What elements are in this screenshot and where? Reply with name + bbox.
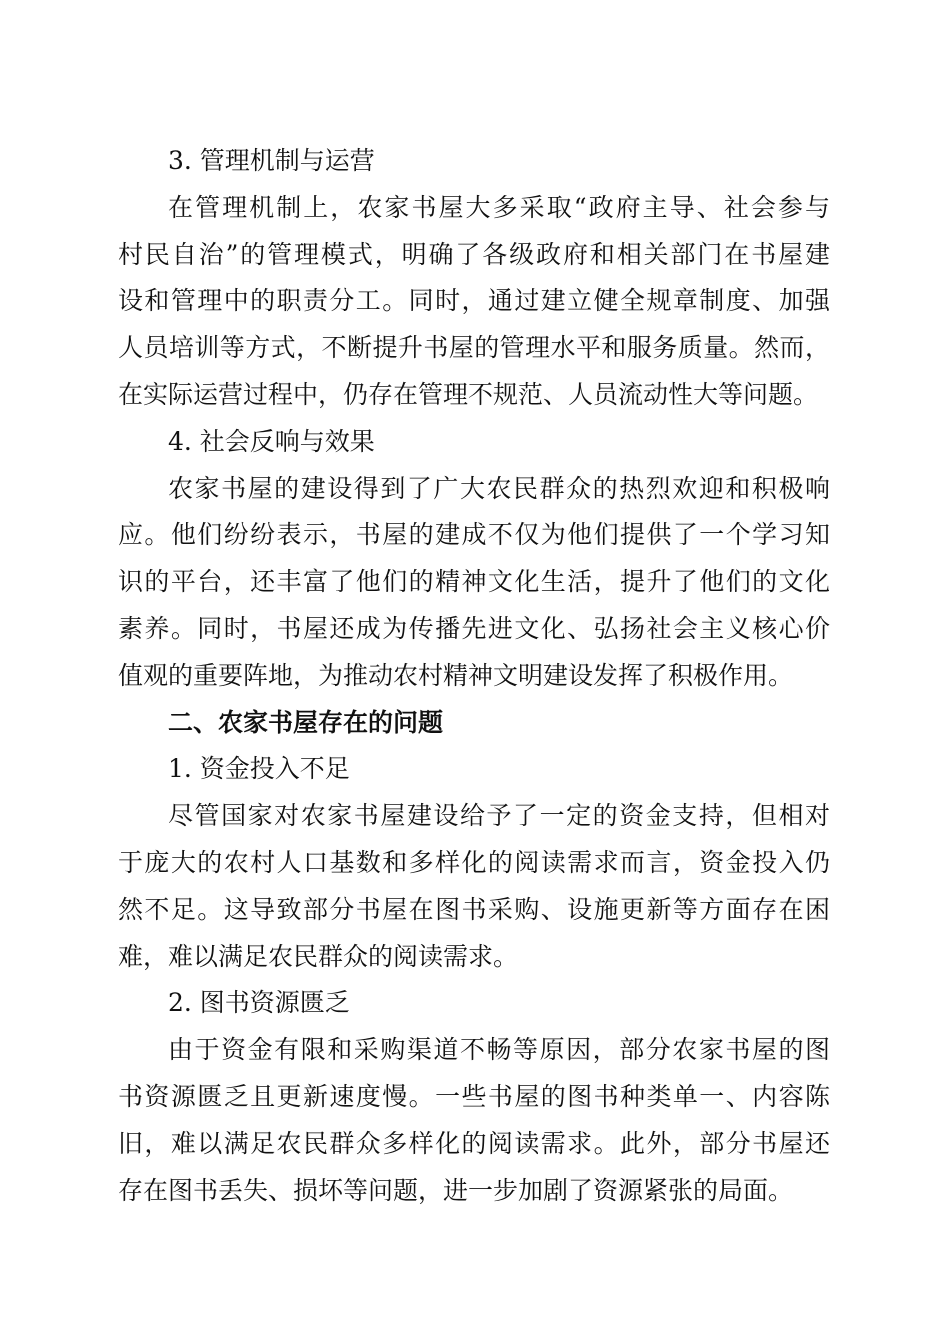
paragraph-line: 应。他们纷纷表示，书屋的建成不仅为他们提供了一个学习知 — [118, 520, 830, 550]
paragraph-line: 在管理机制上，农家书屋大多采取“政府主导、社会参与 — [168, 192, 830, 222]
paragraph-line: 村民自治”的管理模式，明确了各级政府和相关部门在书屋建 — [118, 239, 830, 269]
paragraph-line: 书资源匮乏且更新速度慢。一些书屋的图书种类单一、内容陈 — [118, 1081, 830, 1111]
paragraph-line: 于庞大的农村人口基数和多样化的阅读需求而言，资金投入仍 — [118, 847, 830, 877]
subsection-heading-funding: 1. 资金投入不足 — [168, 754, 350, 784]
section-heading-management: 3. 管理机制与运营 — [168, 146, 375, 175]
section-heading-social-response: 4. 社会反响与效果 — [168, 426, 375, 456]
major-heading-problems: 二、农家书屋存在的问题 — [168, 707, 444, 737]
paragraph-line: 设和管理中的职责分工。同时，通过建立健全规章制度、加强 — [118, 286, 830, 316]
paragraph-line: 尽管国家对农家书屋建设给予了一定的资金支持，但相对 — [168, 801, 830, 831]
subsection-heading-book-resources: 2. 图书资源匮乏 — [168, 988, 350, 1018]
paragraph-line: 在实际运营过程中，仍存在管理不规范、人员流动性大等问题。 — [118, 379, 819, 409]
paragraph-line: 旧，难以满足农民群众多样化的阅读需求。此外，部分书屋还 — [118, 1128, 830, 1158]
paragraph-line: 由于资金有限和采购渠道不畅等原因，部分农家书屋的图 — [168, 1035, 830, 1065]
paragraph-line: 然不足。这导致部分书屋在图书采购、设施更新等方面存在困 — [118, 894, 830, 924]
paragraph-line: 存在图书丢失、损坏等问题，进一步加剧了资源紧张的局面。 — [118, 1175, 794, 1205]
paragraph-line: 值观的重要阵地，为推动农村精神文明建设发挥了积极作用。 — [118, 660, 794, 690]
paragraph-line: 农家书屋的建设得到了广大农民群众的热烈欢迎和积极响 — [168, 473, 830, 503]
paragraph-line: 人员培训等方式，不断提升书屋的管理水平和服务质量。然而， — [118, 333, 830, 363]
paragraph-line: 难，难以满足农民群众的阅读需求。 — [118, 941, 519, 971]
document-body — [118, 138, 830, 1214]
paragraph-line: 识的平台，还丰富了他们的精神文化生活，提升了他们的文化 — [118, 567, 830, 597]
paragraph-line: 素养。同时，书屋还成为传播先进文化、弘扬社会主义核心价 — [118, 613, 830, 643]
